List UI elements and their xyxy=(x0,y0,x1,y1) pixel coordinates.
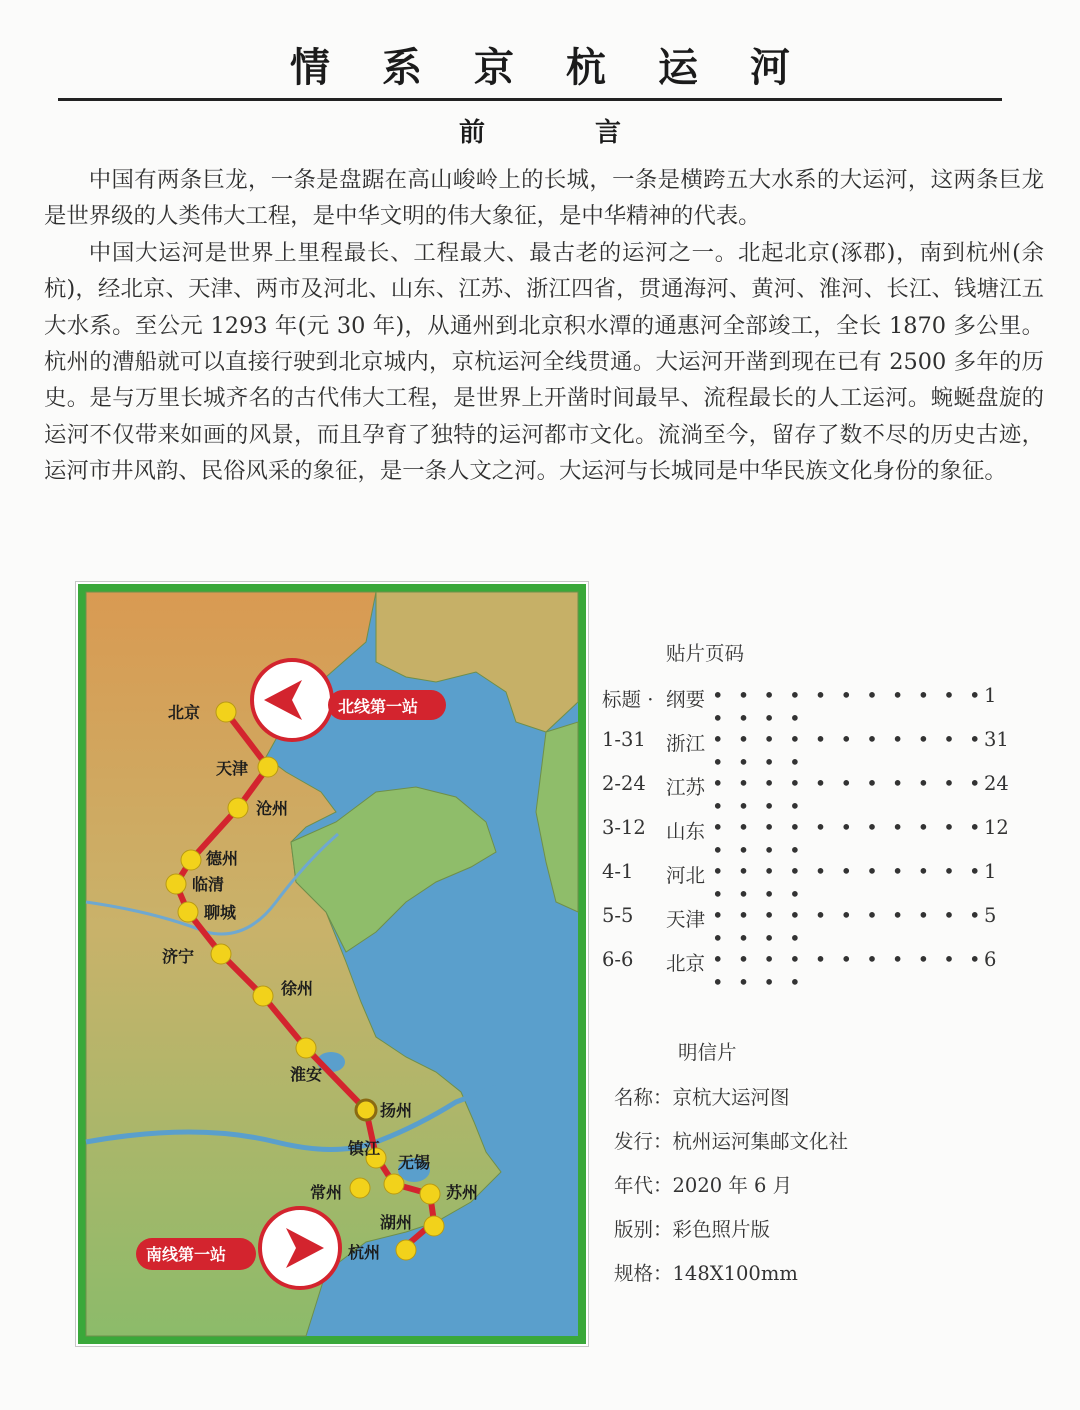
toc-leader: • • • • • • • • • • • • • • • xyxy=(712,772,985,818)
city-label: 湖州 xyxy=(380,1213,413,1232)
toc-heading: 贴片页码 xyxy=(666,642,745,665)
toc-code: 2-24 xyxy=(602,772,646,795)
section-heading: 前言 xyxy=(458,118,731,148)
city-label: 沧州 xyxy=(256,799,289,818)
city-label: 徐州 xyxy=(281,979,314,998)
postcard-value: 彩色照片版 xyxy=(672,1218,771,1241)
toc-row xyxy=(600,728,1010,774)
city-label: 镇江 xyxy=(348,1139,381,1158)
toc-code: 标题 · xyxy=(602,688,654,711)
postcard-publisher-row xyxy=(614,1126,848,1154)
city-dot-liaocheng xyxy=(178,902,198,922)
city-label: 聊城 xyxy=(204,903,237,922)
toc-name: 浙江 xyxy=(666,732,706,755)
postcard-label: 年代： xyxy=(614,1174,673,1197)
city-dot-jining xyxy=(211,944,231,964)
city-label: 淮安 xyxy=(290,1065,323,1084)
toc-leader: • • • • • • • • • • • • • • • xyxy=(712,816,985,862)
preface-paragraph-1: 中国有两条巨龙，一条是盘踞在高山峻岭上的长城，一条是横跨五大水系的大运河，这两条巨龙是世界级的人类伟大工程，是中华文明的伟大象征，是中华精神的代表。 xyxy=(44,167,1044,230)
toc-code: 5-5 xyxy=(602,904,634,927)
preface-text xyxy=(44,162,1044,490)
postcard-label: 发行： xyxy=(614,1130,673,1153)
canal-map xyxy=(76,582,588,1346)
toc-leader: • • • • • • • • • • • • • • • xyxy=(712,684,985,730)
city-label: 无锡 xyxy=(398,1153,431,1172)
postcard-value: 京杭大运河图 xyxy=(672,1086,790,1109)
postcard-label: 名称： xyxy=(614,1086,673,1109)
city-dot-yangzhou xyxy=(356,1100,376,1120)
toc-page: 1 xyxy=(984,860,997,883)
city-dot-beijing xyxy=(216,702,236,722)
city-label: 天津 xyxy=(216,759,249,778)
postcard-heading: 明信片 xyxy=(678,1041,737,1064)
city-dot-cangzhou xyxy=(228,798,248,818)
city-label: 扬州 xyxy=(380,1101,413,1120)
postcard-size-row xyxy=(614,1258,798,1286)
city-dot-suzhou xyxy=(420,1184,440,1204)
toc-leader: • • • • • • • • • • • • • • • xyxy=(712,728,985,774)
city-dot-dezhou xyxy=(181,850,201,870)
postcard-label: 规格： xyxy=(614,1262,673,1285)
toc-page: 12 xyxy=(984,816,1009,839)
city-dot-changzhou xyxy=(350,1178,370,1198)
toc-code: 1-31 xyxy=(602,728,646,751)
toc-row xyxy=(600,904,1010,950)
toc-code: 6-6 xyxy=(602,948,634,971)
city-dot-xuzhou xyxy=(253,986,273,1006)
city-dot-wuxi xyxy=(384,1174,404,1194)
toc-leader: • • • • • • • • • • • • • • • xyxy=(712,904,985,950)
city-label: 北京 xyxy=(168,703,201,722)
city-label: 苏州 xyxy=(446,1183,479,1202)
city-label: 临清 xyxy=(192,875,225,894)
toc-leader: • • • • • • • • • • • • • • • xyxy=(712,860,985,906)
toc-row xyxy=(600,860,1010,906)
toc-page: 24 xyxy=(984,772,1009,795)
title-rule xyxy=(58,98,1002,101)
city-label: 常州 xyxy=(310,1183,343,1202)
city-label: 济宁 xyxy=(162,947,195,966)
postcard-edition-row xyxy=(614,1214,770,1242)
toc-row xyxy=(600,816,1010,862)
postcard-value: 杭州运河集邮文化社 xyxy=(672,1130,849,1153)
north-banner-label: 北线第一站 xyxy=(338,697,419,716)
city-dot-huaian xyxy=(296,1038,316,1058)
toc-row xyxy=(600,948,1010,994)
toc-name: 天津 xyxy=(666,908,706,931)
city-label: 德州 xyxy=(206,849,239,868)
page-title: 情系京杭运河 xyxy=(290,44,842,91)
toc-row xyxy=(600,684,1010,730)
city-dot-huzhou xyxy=(424,1216,444,1236)
toc-code: 4-1 xyxy=(602,860,634,883)
toc-name: 纲要 xyxy=(666,688,706,711)
postcard-date-row xyxy=(614,1170,792,1198)
canal-map-postcard xyxy=(76,582,588,1346)
toc-name: 河北 xyxy=(666,864,706,887)
toc-page: 6 xyxy=(984,948,997,971)
toc-leader: • • • • • • • • • • • • • • • xyxy=(712,948,985,994)
city-label: 杭州 xyxy=(348,1243,381,1262)
toc-name: 北京 xyxy=(666,952,706,975)
city-dot-linqing xyxy=(166,874,186,894)
toc-page: 5 xyxy=(984,904,997,927)
toc-name: 山东 xyxy=(666,820,706,843)
toc-code: 3-12 xyxy=(602,816,646,839)
city-dot-hangzhou xyxy=(396,1240,416,1260)
toc-page: 31 xyxy=(984,728,1009,751)
south-banner-label: 南线第一站 xyxy=(146,1245,227,1264)
toc-row xyxy=(600,772,1010,818)
preface-paragraph-2: 中国大运河是世界上里程最长、工程最大、最古老的运河之一。北起北京(涿郡)，南到杭州(余杭)，经北京、天津、两市及河北、山东、江苏、浙江四省，贯通海河、黄河、淮河、长江、钱塘江五大水系。至公元 1293 年(元 30 年)，从通州到北京积水潭的通惠河全部竣工，全长 1870 多公里。杭州的漕船就可以直接行驶到北京城内，京杭运河全线贯通。大运河开凿到现在已有 2500 多年的历史。是与万里长城齐名的古代伟大工程，是世界上开凿时间最早、流程最长的人工运河。蜿蜒盘旋的运河不仅带来如画的风景，而且孕育了独特的运河都市文化。流淌至今，留存了数不尽的历史古迹，运河市井风韵、民俗风采的象征，是一条人文之河。大运河与长城同是中华民族文化身份的象征。 xyxy=(44,239,1044,485)
toc-page: 1 xyxy=(984,684,997,707)
postcard-value: 2020 年 6 月 xyxy=(672,1174,793,1197)
postcard-label: 版别： xyxy=(614,1218,673,1241)
postcard-value: 148X100mm xyxy=(672,1262,798,1285)
postcard-name-row xyxy=(614,1082,790,1110)
toc-name: 江苏 xyxy=(666,776,706,799)
city-dot-tianjin xyxy=(258,757,278,777)
